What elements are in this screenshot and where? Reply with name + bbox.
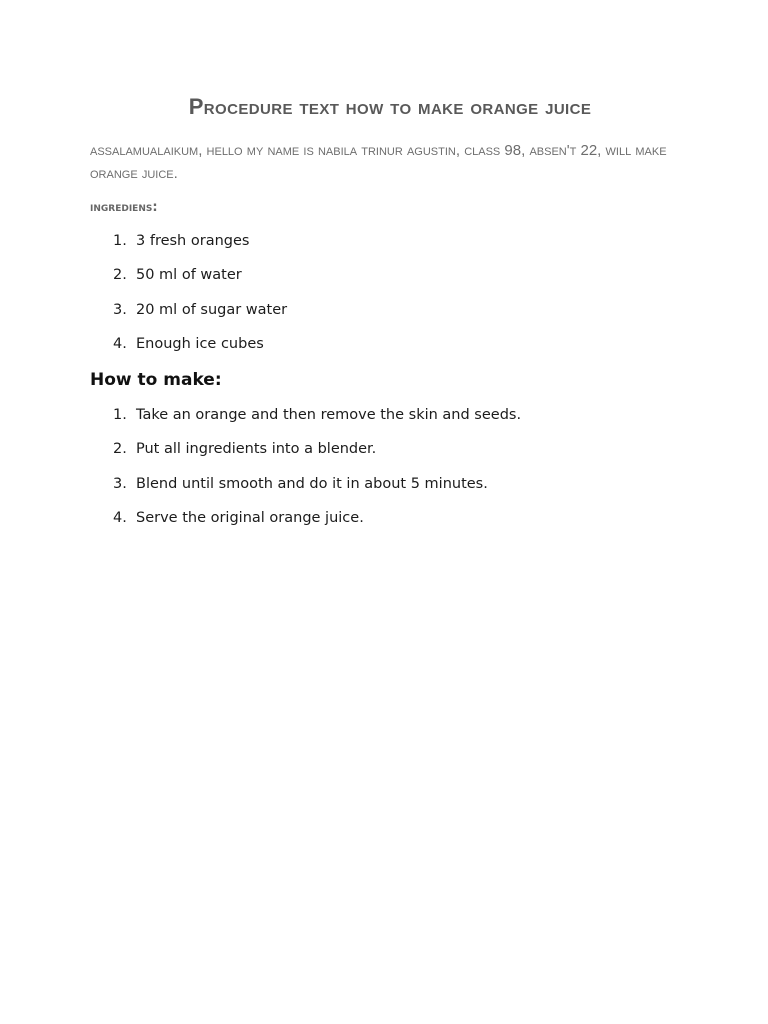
ingredient-item (0, 267, 700, 301)
list-number: 2. (113, 441, 127, 458)
ingredient-text: Enough ice cubes (136, 335, 264, 352)
ingredient-item (0, 233, 700, 267)
list-number: 3. (113, 475, 127, 492)
steps-list (0, 407, 700, 544)
list-number: 1. (113, 407, 127, 423)
list-number: 2. (113, 267, 127, 284)
list-number: 3. (113, 301, 127, 318)
list-number: 1. (113, 233, 127, 249)
ingredient-text: 20 ml of sugar water (136, 301, 288, 318)
step-item (0, 510, 700, 544)
step-text: Serve the original orange juice. (136, 509, 364, 526)
step-text: Blend until smooth and do it in about 5 minutes. (136, 475, 488, 492)
how-to-make-heading: How to make: (90, 370, 222, 390)
step-text: Put all ingredients into a blender. (136, 441, 377, 458)
ingredient-item (0, 302, 700, 336)
intro-paragraph: assalamualaikum, hello my name is nabila trinur agustin, class 98, absen't 22, will make orange juice. (90, 142, 667, 182)
ingredients-list (0, 233, 700, 370)
document-title: Procedure text how to make orange juice (188, 94, 592, 119)
ingredient-item (0, 336, 700, 370)
ingredient-text: 3 fresh oranges (136, 233, 250, 249)
list-number: 4. (113, 335, 127, 352)
step-item (0, 476, 700, 510)
step-item (0, 407, 700, 441)
list-number: 4. (113, 509, 127, 526)
step-text: Take an orange and then remove the skin and seeds. (136, 407, 522, 423)
ingredient-text: 50 ml of water (136, 267, 242, 284)
ingredients-heading: ingrediens: (90, 200, 158, 215)
step-item (0, 441, 700, 475)
